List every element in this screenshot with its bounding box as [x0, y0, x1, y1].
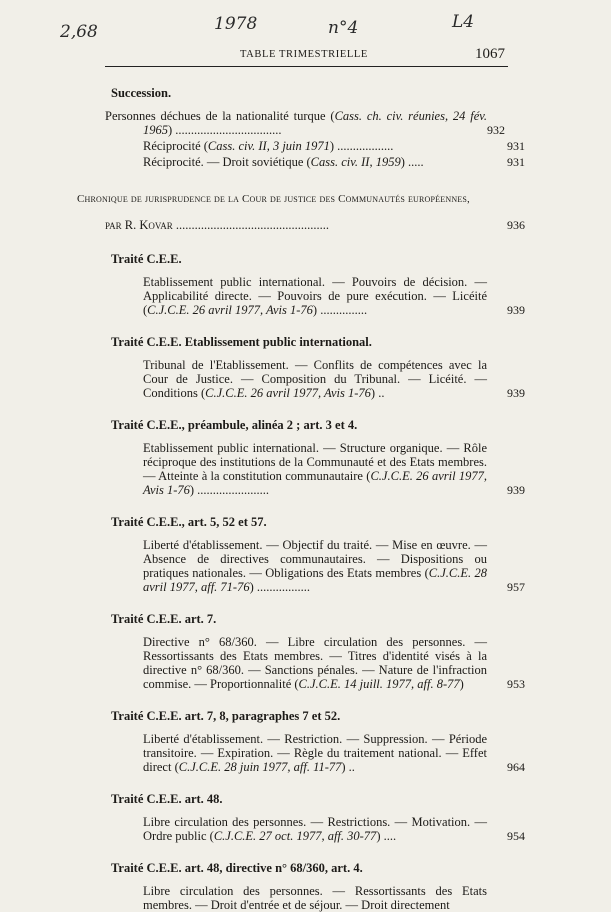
- section-heading-succession: Succession.: [111, 86, 172, 100]
- running-head: [105, 46, 505, 66]
- section-heading: Traité C.E.E. art. 7.: [111, 612, 217, 626]
- chronique-block: [77, 193, 525, 232]
- index-entry: [105, 139, 525, 153]
- section-traite-cee-etablissement: [105, 335, 525, 400]
- section-heading: Traité C.E.E. art. 48, directive n° 68/360, art. 4.: [111, 861, 363, 875]
- chronique-author: par R. Kovar .................................................: [105, 218, 330, 232]
- entry-text: Directive n° 68/360. — Libre circulation des personnes. — Ressortissants des Etats membres. — Titres d'identité visés à la directive n° 68/360. — Sanctions pénales. — Nature de l'infraction commise. — Proportionnalité (: [143, 635, 487, 691]
- entry-page: 939: [507, 303, 525, 317]
- entry-text: Réciprocité (: [143, 139, 208, 153]
- entry-text: Libre circulation des personnes. — Restrictions. — Motivation. — Ordre public (: [143, 815, 487, 843]
- entry-citation: C.J.C.E. 28 avril 1977, aff. 71-76: [143, 566, 488, 594]
- entry-dots: ) ..: [370, 386, 385, 400]
- entry-text: Tribunal de l'Etablissement. — Conflits de compétences avec la Cour de Justice. — Composition du Tribunal. — Licéité. — Conditions (: [143, 358, 487, 400]
- entry-citation: C.J.C.E. 26 avril 1977, Avis 1-76: [147, 303, 313, 317]
- index-entry: [105, 441, 525, 497]
- handwritten-note-c: n°4: [328, 18, 359, 38]
- index-entry: Personnes déchues de la nationalité turque (Cass. ch. civ. réunies, 24 fév. 1965) .................................. 932: [105, 109, 505, 137]
- index-entry: [105, 732, 525, 774]
- index-entry: [105, 884, 525, 912]
- entry-citation: C.J.C.E. 27 oct. 1977, aff. 30-77: [213, 829, 377, 843]
- index-entry: [105, 155, 525, 169]
- entry-dots: ) ....: [376, 829, 397, 843]
- entry-text: Liberté d'établissement. — Objectif du traité. — Mise en œuvre. — Absence de directives communautaires. — Dispositions ou pratiques nationales. — Obligations des Etats membres (: [143, 538, 487, 580]
- page-number: 1067: [475, 46, 505, 62]
- entry-text: Etablissement public international. — Structure organique. — Rôle réciproque des institutions de la Communauté et des Etats membres. — Atteinte à la constitution communautaire (: [143, 441, 487, 483]
- entry-page: 931: [507, 139, 525, 153]
- section-traite-cee: [105, 252, 525, 317]
- entry-text: Etablissement public international. — Pouvoirs de décision. — Applicabilité directe. — Pouvoirs de pure exécution. — Licéité (: [143, 275, 487, 317]
- entry-dots: ) ..: [341, 760, 355, 774]
- handwritten-note-a: 2,68: [60, 22, 98, 42]
- index-entry: [105, 815, 525, 843]
- header-rule: [105, 66, 508, 67]
- index-content: [77, 86, 525, 912]
- section-traite-cee-art5: [105, 515, 525, 594]
- chronique-author-entry: [77, 218, 525, 232]
- entry-citation: Cass. civ. II, 1959: [310, 155, 401, 169]
- section-traite-cee-art7-8: [105, 709, 525, 774]
- entry-citation: Cass. civ. II, 3 juin 1971: [207, 139, 330, 153]
- section-traite-cee-art48-directive: [105, 861, 525, 912]
- entry-dots: ) .................: [249, 580, 311, 594]
- entry-dots: ) .......................: [189, 483, 270, 497]
- entry-page: 957: [507, 580, 525, 594]
- entry-text: Liberté d'établissement. — Restriction. — Suppression. — Période transitoire. — Expiration. — Règle du traitement national. — Effet direct (: [143, 732, 487, 774]
- section-heading: Traité C.E.E.: [111, 252, 182, 266]
- entry-page: 939: [507, 386, 525, 400]
- entry-page: 939: [507, 483, 525, 497]
- handwritten-note-d: L4: [452, 12, 475, 32]
- handwritten-note-b: 1978: [214, 14, 258, 34]
- entry-text: Libre circulation des personnes. — Ressortissants des Etats membres. — Droit d'entrée et de séjour. — Droit directement: [143, 884, 487, 912]
- entry-text: Personnes déchues de la nationalité turque (: [105, 109, 335, 123]
- entry-citation: C.J.C.E. 26 avril 1977, Avis 1-76: [143, 469, 487, 497]
- entry-citation: C.J.C.E. 28 juin 1977, aff. 11-77: [178, 760, 342, 774]
- entry-page: 936: [507, 218, 525, 232]
- section-heading: Traité C.E.E., préambule, alinéa 2 ; art. 3 et 4.: [111, 418, 358, 432]
- entry-page: 931: [507, 155, 525, 169]
- entry-page: 964: [507, 760, 525, 774]
- index-entry: [105, 358, 525, 400]
- index-entry: [105, 275, 525, 317]
- index-entry: [105, 538, 525, 594]
- running-head-title: TABLE TRIMESTRIELLE: [240, 49, 368, 60]
- entry-dots: ) ...............: [312, 303, 368, 317]
- entry-dots: ) .....: [400, 155, 424, 169]
- entry-page: 953: [507, 677, 525, 691]
- entry-page: 954: [507, 829, 525, 843]
- entry-text: Réciprocité. — Droit soviétique (: [143, 155, 311, 169]
- section-heading: Traité C.E.E. art. 7, 8, paragraphes 7 et 52.: [111, 709, 341, 723]
- entry-dots: ): [459, 677, 464, 691]
- entry-dots: ) ..................................: [168, 123, 282, 137]
- entry-dots: ) ..................: [329, 139, 394, 153]
- section-traite-cee-art48: [105, 792, 525, 843]
- section-traite-cee-art7: [105, 612, 525, 691]
- entry-citation: C.J.C.E. 14 juill. 1977, aff. 8-77: [298, 677, 460, 691]
- section-traite-cee-preambule: [105, 418, 525, 497]
- entry-citation: Cass. ch. civ. réunies, 24 fév. 1965: [143, 109, 487, 137]
- entry-citation: C.J.C.E. 26 avril 1977, Avis 1-76: [205, 386, 371, 400]
- section-heading: Traité C.E.E., art. 5, 52 et 57.: [111, 515, 267, 529]
- section-heading: Traité C.E.E. Etablissement public international.: [111, 335, 372, 349]
- chronique-title: Chronique de jurisprudence de la Cour de justice des Communautés européennes,: [77, 193, 471, 205]
- section-heading: Traité C.E.E. art. 48.: [111, 792, 223, 806]
- index-entry: [105, 635, 525, 691]
